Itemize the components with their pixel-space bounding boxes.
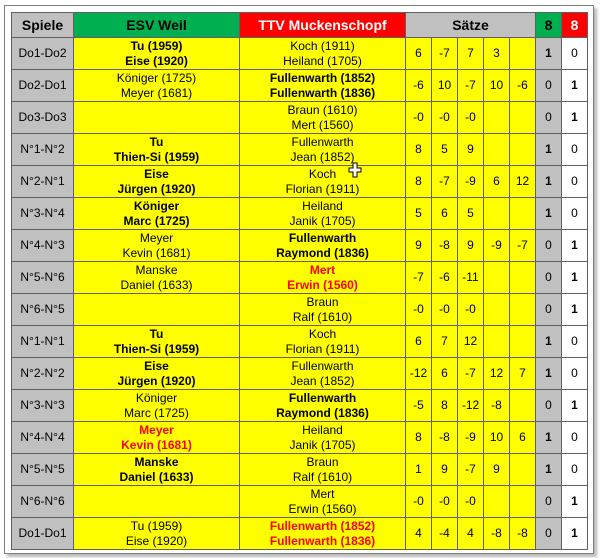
- player-name: Manske: [135, 262, 178, 277]
- away-players: [240, 198, 406, 230]
- home-players: [74, 70, 240, 102]
- away-point: 1: [562, 230, 588, 262]
- player-name: Fullenwarth: [288, 230, 357, 245]
- home-point: 1: [536, 326, 562, 358]
- set-score: 6: [510, 422, 536, 454]
- set-score: -5: [406, 390, 432, 422]
- set-score: -8: [484, 390, 510, 422]
- home-players: [74, 422, 240, 454]
- away-players: [240, 102, 406, 134]
- player-name: Manske: [134, 454, 179, 469]
- player-name: Tu: [149, 326, 164, 341]
- player-name: Marc (1725): [124, 405, 189, 420]
- player-name: Raymond (1836): [276, 245, 369, 260]
- game-label: N°1-N°1: [12, 326, 74, 358]
- set-score: 7: [432, 326, 458, 358]
- game-label: N°6-N°6: [12, 486, 74, 518]
- home-point: 1: [536, 358, 562, 390]
- game-label: N°1-N°2: [12, 134, 74, 166]
- player-name: Meyer (1681): [120, 85, 193, 100]
- player-name: Koch: [308, 326, 337, 341]
- away-point: 0: [562, 454, 588, 486]
- away-point: 0: [562, 358, 588, 390]
- set-score: -4: [432, 518, 458, 550]
- game-label: N°5-N°6: [12, 262, 74, 294]
- set-score: [484, 294, 510, 326]
- set-score: -0: [406, 486, 432, 518]
- home-players: [74, 262, 240, 294]
- player-name: Eise (1920): [125, 53, 188, 68]
- home-players: [74, 102, 240, 134]
- set-score: 10: [484, 70, 510, 102]
- game-label: Do3-Do3: [12, 102, 74, 134]
- away-players: [240, 230, 406, 262]
- set-score: 5: [458, 198, 484, 230]
- set-score: 4: [458, 518, 484, 550]
- player-name: Braun (1610): [287, 102, 358, 117]
- move-cursor-icon: [348, 162, 362, 178]
- away-players: [240, 38, 406, 70]
- set-score: 12: [458, 326, 484, 358]
- set-score: 7: [510, 358, 536, 390]
- set-score: [510, 262, 536, 294]
- set-score: 1: [406, 454, 432, 486]
- header-row: [12, 13, 588, 38]
- set-score: -7: [432, 166, 458, 198]
- set-score: 5: [406, 198, 432, 230]
- player-name: Fullenwarth (1852): [269, 70, 376, 85]
- home-total: 8: [536, 13, 562, 38]
- player-name: Kevin (1681): [121, 437, 192, 452]
- away-players: [240, 518, 406, 550]
- player-name: Janik (1705): [289, 437, 356, 452]
- match-row: [12, 454, 588, 486]
- set-score: [484, 102, 510, 134]
- set-score: 12: [510, 166, 536, 198]
- away-point: 1: [562, 294, 588, 326]
- set-score: [484, 486, 510, 518]
- player-name: Königer: [135, 390, 178, 405]
- player-name: Ralf (1610): [292, 469, 353, 484]
- set-score: [484, 326, 510, 358]
- player-name: Fullenwarth (1836): [269, 533, 376, 548]
- home-point: 0: [536, 390, 562, 422]
- home-point: 0: [536, 294, 562, 326]
- away-players: [240, 390, 406, 422]
- away-point: 0: [562, 38, 588, 70]
- set-score: -7: [458, 70, 484, 102]
- set-score: -0: [406, 294, 432, 326]
- home-point: 1: [536, 134, 562, 166]
- away-team-header: TTV Muckenschopf: [240, 13, 406, 38]
- set-score: [510, 454, 536, 486]
- results-sheet: [4, 5, 594, 554]
- away-players: [240, 166, 406, 198]
- home-point: 1: [536, 166, 562, 198]
- player-name: Tu (1959): [130, 38, 183, 53]
- player-name: Mert: [310, 486, 335, 501]
- match-row: [12, 390, 588, 422]
- set-score: [510, 38, 536, 70]
- set-score: -12: [406, 358, 432, 390]
- set-score: [510, 134, 536, 166]
- set-score: [510, 198, 536, 230]
- player-name: Meyer: [139, 422, 174, 437]
- set-score: -9: [458, 422, 484, 454]
- match-row: [12, 326, 588, 358]
- player-name: Eise: [144, 358, 169, 373]
- match-row: [12, 134, 588, 166]
- away-point: 1: [562, 262, 588, 294]
- home-point: 0: [536, 518, 562, 550]
- away-players: [240, 326, 406, 358]
- set-score: -8: [484, 518, 510, 550]
- set-score: -8: [432, 422, 458, 454]
- player-name: Ralf (1610): [292, 309, 353, 324]
- set-score: -7: [510, 230, 536, 262]
- player-name: Heiland (1705): [283, 53, 362, 68]
- match-row: [12, 262, 588, 294]
- set-score: [510, 390, 536, 422]
- player-name: Heiland: [302, 198, 343, 213]
- set-score: -0: [432, 102, 458, 134]
- sets-header: Sätze: [406, 13, 536, 38]
- player-name: Koch: [308, 166, 337, 181]
- player-name: Königer (1725): [116, 70, 197, 85]
- set-score: 6: [406, 326, 432, 358]
- away-total: 8: [562, 13, 588, 38]
- player-name: Florian (1911): [285, 341, 360, 356]
- set-score: -0: [458, 294, 484, 326]
- away-point: 1: [562, 390, 588, 422]
- match-row: [12, 70, 588, 102]
- game-label: N°3-N°4: [12, 198, 74, 230]
- player-name: Kevin (1681): [122, 245, 191, 260]
- set-score: 9: [458, 134, 484, 166]
- away-point: 1: [562, 518, 588, 550]
- home-players: [74, 166, 240, 198]
- home-players: [74, 198, 240, 230]
- home-point: 1: [536, 422, 562, 454]
- set-score: 10: [484, 422, 510, 454]
- match-row: [12, 358, 588, 390]
- away-point: 0: [562, 326, 588, 358]
- set-score: [484, 262, 510, 294]
- set-score: -7: [458, 454, 484, 486]
- player-name: Tu: [149, 134, 164, 149]
- player-name: Daniel (1633): [120, 277, 193, 292]
- player-name: Daniel (1633): [119, 469, 194, 484]
- player-name: Raymond (1836): [276, 405, 369, 420]
- game-label: N°2-N°2: [12, 358, 74, 390]
- set-score: -7: [458, 358, 484, 390]
- player-name: Heiland: [302, 422, 343, 437]
- match-row: [12, 102, 588, 134]
- home-players: [74, 134, 240, 166]
- player-name: Fullenwarth: [291, 134, 354, 149]
- set-score: -12: [458, 390, 484, 422]
- player-name: Fullenwarth: [291, 358, 354, 373]
- home-point: 0: [536, 70, 562, 102]
- game-label: N°4-N°4: [12, 422, 74, 454]
- set-score: -7: [432, 38, 458, 70]
- set-score: -0: [432, 294, 458, 326]
- player-name: Mert (1560): [291, 117, 354, 132]
- set-score: 8: [406, 422, 432, 454]
- home-players: [74, 454, 240, 486]
- set-score: 6: [432, 358, 458, 390]
- home-players: [74, 326, 240, 358]
- match-row: [12, 422, 588, 454]
- player-name: Tu (1959): [130, 518, 183, 533]
- match-row: [12, 198, 588, 230]
- player-name: Mert: [309, 262, 336, 277]
- home-point: 0: [536, 486, 562, 518]
- away-point: 0: [562, 166, 588, 198]
- home-players: [74, 294, 240, 326]
- player-name: Meyer: [139, 230, 174, 245]
- set-score: [484, 134, 510, 166]
- set-score: [510, 102, 536, 134]
- set-score: 9: [406, 230, 432, 262]
- set-score: 5: [432, 134, 458, 166]
- set-score: -0: [458, 102, 484, 134]
- home-players: [74, 486, 240, 518]
- away-players: [240, 262, 406, 294]
- match-row: [12, 294, 588, 326]
- match-row: [12, 518, 588, 550]
- away-point: 1: [562, 486, 588, 518]
- set-score: -6: [432, 262, 458, 294]
- player-name: Eise: [144, 166, 169, 181]
- set-score: -0: [458, 486, 484, 518]
- away-point: 0: [562, 422, 588, 454]
- player-name: Fullenwarth: [288, 390, 357, 405]
- set-score: 8: [432, 390, 458, 422]
- set-score: [510, 326, 536, 358]
- home-players: [74, 38, 240, 70]
- player-name: Florian (1911): [285, 181, 360, 196]
- results-table: [11, 12, 588, 550]
- set-score: 4: [406, 518, 432, 550]
- game-label: Do1-Do2: [12, 38, 74, 70]
- set-score: 12: [484, 358, 510, 390]
- home-point: 0: [536, 262, 562, 294]
- game-label: N°4-N°3: [12, 230, 74, 262]
- game-label: N°5-N°5: [12, 454, 74, 486]
- match-row: [12, 38, 588, 70]
- away-players: [240, 486, 406, 518]
- player-name: Braun: [306, 454, 339, 469]
- set-score: -9: [458, 166, 484, 198]
- away-point: 1: [562, 70, 588, 102]
- away-players: [240, 422, 406, 454]
- away-players: [240, 70, 406, 102]
- game-label: Do1-Do1: [12, 518, 74, 550]
- player-name: Jean (1852): [290, 149, 355, 164]
- home-point: 1: [536, 38, 562, 70]
- game-label: N°3-N°3: [12, 390, 74, 422]
- player-name: Braun: [306, 294, 339, 309]
- player-name: Erwin (1560): [288, 501, 357, 516]
- player-name: Marc (1725): [123, 213, 190, 228]
- player-name: Koch (1911): [290, 38, 355, 53]
- set-score: 8: [406, 166, 432, 198]
- player-name: Erwin (1560): [287, 277, 358, 292]
- set-score: [510, 486, 536, 518]
- set-score: 9: [432, 454, 458, 486]
- set-score: 6: [484, 166, 510, 198]
- set-score: 6: [406, 38, 432, 70]
- game-label: Do2-Do1: [12, 70, 74, 102]
- set-score: -9: [484, 230, 510, 262]
- set-score: 9: [458, 230, 484, 262]
- away-point: 0: [562, 198, 588, 230]
- games-header: Spiele: [12, 13, 74, 38]
- home-team-header: ESV Weil: [74, 13, 240, 38]
- home-point: 0: [536, 230, 562, 262]
- set-score: 8: [406, 134, 432, 166]
- player-name: Jürgen (1920): [117, 373, 196, 388]
- player-name: Thien-Si (1959): [113, 341, 200, 356]
- player-name: Königer: [133, 198, 180, 213]
- away-players: [240, 454, 406, 486]
- set-score: -6: [510, 70, 536, 102]
- match-row: [12, 166, 588, 198]
- home-point: 1: [536, 198, 562, 230]
- away-players: [240, 134, 406, 166]
- set-score: 7: [458, 38, 484, 70]
- set-score: -11: [458, 262, 484, 294]
- away-point: 1: [562, 102, 588, 134]
- home-players: [74, 230, 240, 262]
- away-players: [240, 358, 406, 390]
- set-score: -0: [432, 486, 458, 518]
- player-name: Thien-Si (1959): [113, 149, 200, 164]
- game-label: N°2-N°1: [12, 166, 74, 198]
- set-score: 10: [432, 70, 458, 102]
- set-score: -7: [406, 262, 432, 294]
- player-name: Fullenwarth (1836): [269, 85, 376, 100]
- home-point: 0: [536, 102, 562, 134]
- set-score: -8: [432, 230, 458, 262]
- home-point: 1: [536, 454, 562, 486]
- set-score: [484, 198, 510, 230]
- player-name: Jean (1852): [290, 373, 355, 388]
- player-name: Eise (1920): [125, 533, 188, 548]
- set-score: -6: [406, 70, 432, 102]
- match-row: [12, 230, 588, 262]
- home-players: [74, 358, 240, 390]
- set-score: [510, 294, 536, 326]
- home-players: [74, 518, 240, 550]
- away-players: [240, 294, 406, 326]
- away-point: 0: [562, 134, 588, 166]
- player-name: Jürgen (1920): [117, 181, 196, 196]
- set-score: 6: [432, 198, 458, 230]
- set-score: -0: [406, 102, 432, 134]
- set-score: -8: [510, 518, 536, 550]
- game-label: N°6-N°5: [12, 294, 74, 326]
- player-name: Fullenwarth (1852): [269, 518, 376, 533]
- match-row: [12, 486, 588, 518]
- home-players: [74, 390, 240, 422]
- set-score: 9: [484, 454, 510, 486]
- player-name: Janik (1705): [289, 213, 356, 228]
- set-score: 3: [484, 38, 510, 70]
